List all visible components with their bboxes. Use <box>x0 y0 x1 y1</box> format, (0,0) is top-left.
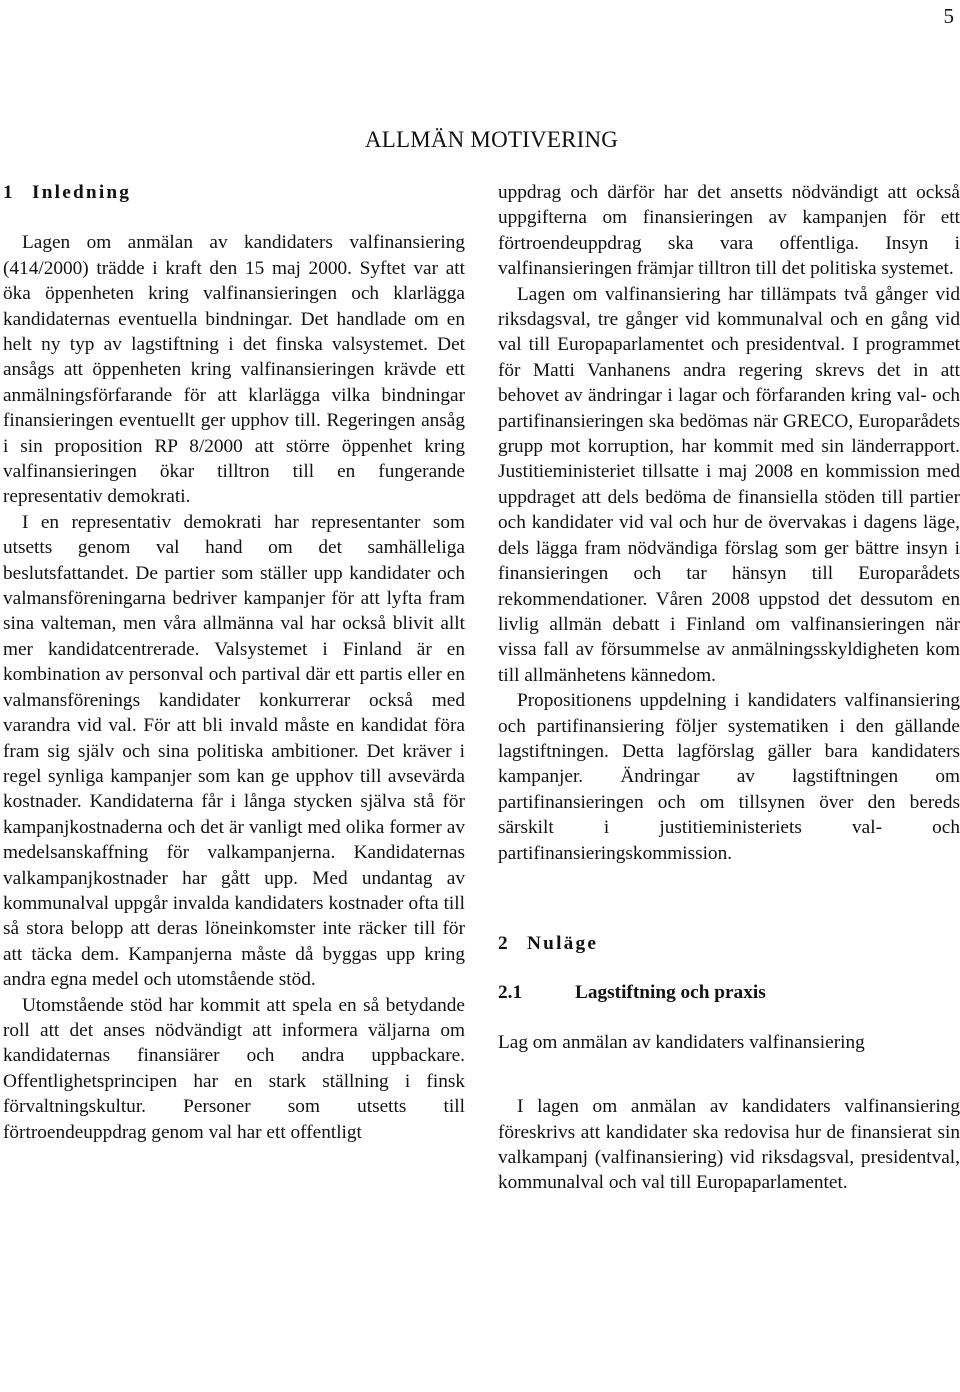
law-title: Lag om anmälan av kandidaters valfinansiering <box>498 1031 865 1053</box>
page-number: 5 <box>943 4 954 28</box>
paragraph-external-support: Utomstående stöd har kommit att spela en så betydande roll att det anses nödvändigt att informera väljarna om kandidaternas finansiärer och andra uppbackare. Offentlighetsprincipen har en stark ställning i finsk förvaltningskultur. Personer som utsetts till förtroendeuppdrag genom val har ett offentligt <box>3 994 465 1143</box>
subsection-number: 2.1 <box>498 982 523 1004</box>
left-column <box>3 180 465 1145</box>
paragraph-continuation: uppdrag och därför har det ansetts nödvändigt att också uppgifterna om finansieringen av kampanjen för ett förtroendeuppdrag ska vara offentliga. Insyn i valfinansieringen främjar tilltron till det politiska systemet. <box>498 182 960 280</box>
section-title: Inledning <box>32 182 132 203</box>
subsection-title: Lagstiftning och praxis <box>575 982 766 1004</box>
paragraph-representative-democracy: I en representativ demokrati har representanter som utsetts genom val hand om det samhälleliga beslutsfattandet. De partier som ställer upp kandidater och valmansföreningarna bedriver kampanjer för att lyfta fram sina valteman, men våra allmänna val har också blivit allt mer kandidatcentrerade. Valsystemet i Finland är en kombination av personval och partival där ett partis eller en valmansförenings kandidater konkurrerar också med varandra vid val. För att bli invald måste en kandidat föra fram sig själv och sina politiska ambitioner. Det kräver i regel synliga kampanjer som kan ge upphov till avsevärda kostnader. Kandidaterna får i långa stycken själva stå för kampanjkostnaderna och det är vanligt med olika former av medelsanskaffning för valkampanjerna. Kandidaternas valkampanjkostnader har gått upp. Med undantag av kommunalval uppgår invalda kandidaters kostnader ofta till så stora belopp att deras löneinkomster inte räcker till för att täcka dem. Kampanjerna måste då byggas upp kring andra egna medel och utomstående stöd. <box>3 511 465 991</box>
paragraph-proposition-division: Propositionens uppdelning i kandidaters valfinansiering och partifinansiering följer systematiken i den gällande lagstiftningen. Detta lagförslag gäller bara kandidaters kampanjer. Ändringar av lagstiftningen om partifinansieringen och om tillsynen över den bereds särskilt i justitieministeriets val- och partifinansieringskommission. <box>498 690 960 864</box>
subsection-heading <box>498 980 960 1005</box>
section-heading-nulage <box>498 931 960 956</box>
right-column <box>498 180 960 1196</box>
section-title: Nuläge <box>527 932 599 954</box>
paragraph-law-applied: Lagen om valfinansiering har tillämpats två gånger vid riksdagsval, tre gånger vid kommunalval och en gång vid val till Europaparlamentet och presidentval. I programmet för Matti Vanhanens andra regering skrevs det in att behovet av ändringar i lagar och förfaranden kring val- och partifinansieringen ska bedömas när GRECO, Europarådets grupp mot korruption, har kommit med sin länderrapport. Justitieministeriet tillsatte i maj 2008 en kommission med uppdraget att dels bedöma de finansiella stöden till partier och kandidater vid val och hur de övervakas i dagens läge, dels lägga fram nödvändiga förslag som ger bättre insyn i finansieringen och tar hänsyn till Europarådets rekommendationer. Våren 2008 uppstod det dessutom en livlig allmän debatt i Finland om valfinansieringen när vissa fall av försummelse av anmälningsskyldigheten kom till allmänhetens kännedom. <box>498 283 960 686</box>
section-heading-inledning <box>3 180 465 205</box>
section-number: 1 <box>3 182 13 203</box>
paragraph-law-provisions: I lagen om anmälan av kandidaters valfinansiering föreskrivs att kandidater ska redovisa hur de finansierat sin valkampanj (valfinansiering) vid riksdagsval, presidentval, kommunalval och val till Europaparlamentet. <box>498 1096 960 1194</box>
main-heading: ALLMÄN MOTIVERING <box>364 127 619 152</box>
section-number: 2 <box>498 932 508 954</box>
paragraph-intro: Lagen om anmälan av kandidaters valfinansiering (414/2000) trädde i kraft den 15 maj 2000. Syftet var att öka öppenheten kring valfinansieringen och klarlägga kandidaternas eventuella bindningar. Det handlade om en helt ny typ av lagstiftning i det finska valsystemet. Det ansågs att öppenheten kring valfinansieringen krävde ett anmälningsförfarande för att klarlägga vilka bindningar finansieringen eventuellt ger upphov till. Regeringen ansåg i sin proposition RP 8/2000 att större öppenhet kring valfinansieringen ökar tilltron till en fungerande representativ demokrati. <box>3 232 465 508</box>
